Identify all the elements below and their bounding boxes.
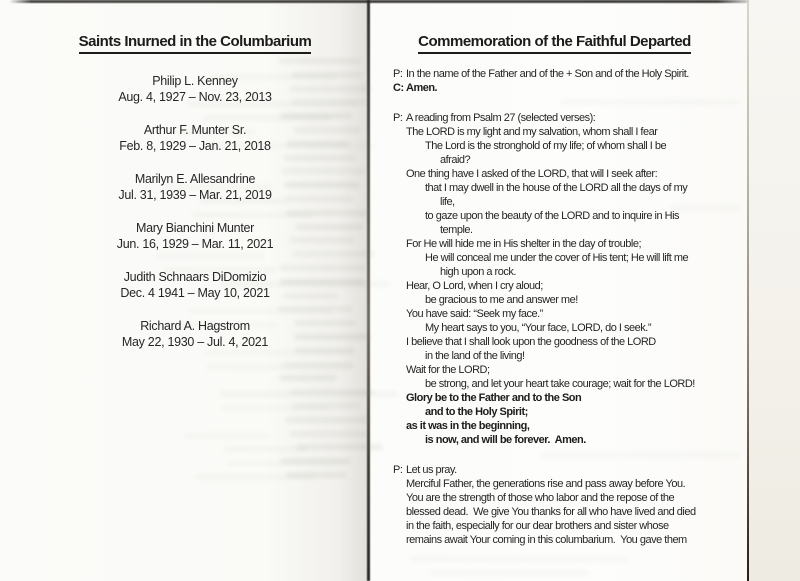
bleed-through-smudge (223, 446, 307, 452)
liturgy-line-text: I believe that I shall look upon the goodness of the LORD (406, 336, 656, 348)
liturgy-text-block (370, 67, 747, 547)
liturgy-line (370, 433, 747, 447)
bleed-through-smudge (410, 556, 630, 562)
right-page-title (370, 33, 747, 51)
bleed-through-smudge (292, 403, 360, 409)
liturgy-line-text: In the name of the Father and of the + Son and of the Holy Spirit. (406, 68, 689, 80)
liturgy-line-text: be strong, and let your heart take courage; wait for the LORD! (425, 378, 695, 390)
left-page-title-text: Saints Inurned in the Columbarium (79, 33, 312, 54)
liturgy-line-text: be gracious to me and answer me! (425, 294, 578, 306)
deceased-name: Philip L. Kenney (152, 74, 238, 88)
liturgy-line-text: The Lord is the stronghold of my life; of whom shall I be (425, 140, 667, 152)
columbarium-entry (22, 73, 368, 105)
liturgy-line (370, 477, 747, 491)
deceased-name: Arthur F. Munter Sr. (143, 123, 247, 137)
speaker-label: P: (393, 112, 403, 124)
liturgy-line (370, 335, 747, 349)
liturgy-line-text: is now, and will be forever. Amen. (425, 434, 586, 446)
liturgy-line (370, 251, 747, 265)
liturgy-line-text: remains await Your coming in this columbarium. You gave them (406, 534, 687, 546)
deceased-dates: Dec. 4 1941 – May 10, 2021 (120, 286, 270, 300)
liturgy-line-text: He will conceal me under the cover of His tent; He will lift me (425, 252, 689, 264)
bleed-through-smudge (280, 458, 351, 464)
deceased-name: Marilyn E. Allesandrine (134, 172, 256, 186)
bleed-through-smudge (282, 362, 355, 368)
liturgy-line-text: The LORD is my light and my salvation, whom shall I fear (406, 126, 658, 138)
liturgy-line (370, 533, 747, 547)
liturgy-line-text: and to the Holy Spirit; (425, 406, 528, 418)
deceased-dates: Jul. 31, 1939 – Mar. 21, 2019 (118, 188, 272, 202)
deceased-name: Judith Schnaars DiDomizio (123, 270, 267, 284)
liturgy-line (370, 125, 747, 139)
liturgy-line-text: For He will hide me in His shelter in the day of trouble; (406, 238, 642, 250)
columbarium-entry (22, 171, 368, 203)
bleed-through-smudge (285, 417, 368, 423)
deceased-name: Mary Bianchini Munter (135, 221, 255, 235)
liturgy-line-text: Glory be to the Father and to the Son (406, 392, 582, 404)
page-right-edge-line (747, 0, 749, 581)
deceased-name: Richard A. Hagstrom (140, 319, 250, 333)
left-page (0, 0, 368, 581)
liturgy-line-text: in the land of the living! (425, 350, 525, 362)
bleed-through-smudge (184, 433, 268, 439)
liturgy-line (370, 363, 747, 377)
liturgy-line-text: Amen. (406, 82, 438, 94)
liturgy-line-text: Merciful Father, the generations rise and pass away before You. (406, 478, 686, 490)
liturgy-line (370, 349, 747, 363)
liturgy-line-text: A reading from Psalm 27 (selected verses): (406, 112, 596, 124)
liturgy-line-text: My heart says to you, “Your face, LORD, do I seek.” (425, 322, 651, 334)
liturgy-line-text: afraid? (440, 154, 471, 166)
liturgy-line (370, 377, 747, 391)
liturgy-line (370, 223, 747, 237)
columbarium-entry (22, 220, 368, 252)
bleed-through-smudge (195, 474, 316, 480)
liturgy-line-text: that I may dwell in the house of the LORD all the days of my (425, 182, 688, 194)
liturgy-line (370, 195, 747, 209)
liturgy-line (370, 181, 747, 195)
liturgy-line (370, 505, 747, 519)
bleed-through-smudge (279, 375, 338, 381)
liturgy-line (370, 519, 747, 533)
bleed-through-smudge (430, 570, 590, 576)
right-page (370, 0, 747, 581)
speaker-label: C: (393, 82, 404, 94)
deceased-dates: Aug. 4, 1927 – Nov. 23, 2013 (118, 90, 272, 104)
scanner-background (749, 0, 800, 581)
liturgy-line (370, 209, 747, 223)
liturgy-line (370, 265, 747, 279)
liturgy-line (370, 67, 747, 81)
liturgy-line (370, 111, 747, 125)
liturgy-line-text: blessed dead. We give You thanks for all who have lived and died (406, 506, 696, 518)
right-page-title-text: Commemoration of the Faithful Departed (418, 33, 691, 54)
deceased-dates: Feb. 8, 1929 – Jan. 21, 2018 (119, 139, 271, 153)
right-page-content (370, 0, 747, 547)
bleed-through-smudge (221, 405, 329, 411)
columbarium-entry (22, 318, 368, 350)
speaker-label: P: (393, 464, 403, 476)
bleed-through-smudge (286, 472, 346, 478)
bleed-through-smudge (289, 431, 368, 437)
liturgy-line-text: high upon a rock. (440, 266, 516, 278)
columbarium-entry (22, 269, 368, 301)
left-page-content (0, 0, 368, 350)
liturgy-line-text: life, (440, 196, 455, 208)
deceased-dates: May 22, 1930 – Jul. 4, 2021 (121, 335, 269, 349)
liturgy-line (370, 237, 747, 251)
liturgy-line-text: temple. (440, 224, 473, 236)
bleed-through-smudge (204, 350, 296, 356)
liturgy-line (370, 139, 747, 153)
liturgy-line (370, 81, 747, 95)
liturgy-line-text: One thing have I asked of the LORD, that will I seek after: (406, 168, 658, 180)
liturgy-line-text: Wait for the LORD; (406, 364, 490, 376)
bleed-through-smudge (226, 460, 344, 466)
liturgy-line-text: Let us pray. (406, 464, 457, 476)
liturgy-line-text: as it was in the beginning, (406, 420, 530, 432)
liturgy-line (370, 293, 747, 307)
liturgy-line (370, 419, 747, 433)
bleed-through-smudge (206, 364, 352, 370)
liturgy-line-text: You are the strength of those who labor and the repose of the (406, 492, 675, 504)
bleed-through-smudge (290, 389, 374, 395)
liturgy-line (370, 153, 747, 167)
liturgy-line-text: to gaze upon the beauty of the LORD and to inquire in His (425, 210, 680, 222)
liturgy-line (370, 491, 747, 505)
liturgy-line (370, 321, 747, 335)
liturgy-line-text: You have said: “Seek my face.” (406, 308, 543, 320)
deceased-dates: Jun. 16, 1929 – Mar. 11, 2021 (116, 237, 274, 251)
columbarium-entries-list (22, 73, 368, 350)
columbarium-entry (22, 122, 368, 154)
liturgy-line-text: Hear, O Lord, when I cry aloud; (406, 280, 543, 292)
liturgy-line (370, 463, 747, 477)
left-page-title (22, 33, 368, 51)
liturgy-line (370, 307, 747, 321)
speaker-label: P: (393, 68, 403, 80)
liturgy-line-text: in the faith, especially for our dear brothers and sister whose (406, 520, 669, 532)
liturgy-line (370, 405, 747, 419)
liturgy-line (370, 279, 747, 293)
liturgy-line (370, 391, 747, 405)
liturgy-line (370, 167, 747, 181)
